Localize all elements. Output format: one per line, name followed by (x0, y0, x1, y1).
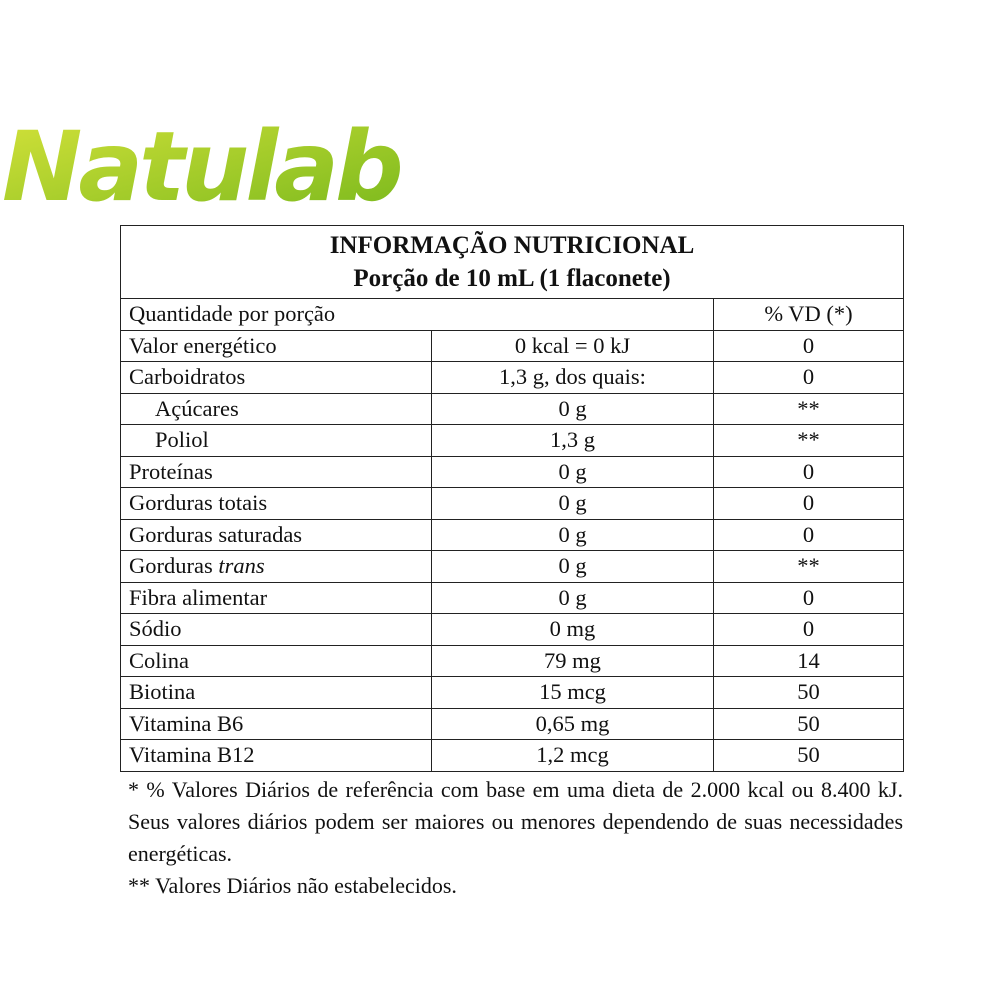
nutrient-name-italic: trans (218, 553, 265, 579)
nutrient-vd: 0 (714, 582, 904, 614)
nutrient-name: Carboidratos (121, 362, 432, 394)
nutrient-amount: 0 g (432, 582, 714, 614)
nutrient-amount: 0 mg (432, 614, 714, 646)
table-title-row (121, 226, 904, 299)
table-row (121, 488, 904, 520)
nutrient-vd: ** (714, 425, 904, 457)
nutrient-amount: 0 g (432, 551, 714, 583)
nutrient-amount: 1,3 g, dos quais: (432, 362, 714, 394)
table-row (121, 330, 904, 362)
table-row (121, 614, 904, 646)
table-row (121, 519, 904, 551)
nutrient-amount: 0 g (432, 456, 714, 488)
nutrient-name: Poliol (121, 425, 432, 457)
nutrient-amount: 0 g (432, 488, 714, 520)
nutrient-name: Colina (121, 645, 432, 677)
not-established-footnote: ** Valores Diários não estabelecidos. (128, 872, 457, 898)
nutrient-name: Gorduras saturadas (121, 519, 432, 551)
nutrient-name: Sódio (121, 614, 432, 646)
nutrient-vd: 50 (714, 708, 904, 740)
table-row (121, 740, 904, 772)
nutrient-amount: 1,3 g (432, 425, 714, 457)
table-row (121, 551, 904, 583)
table-title (121, 226, 904, 299)
nutrient-vd: 50 (714, 740, 904, 772)
nutrient-name: Gorduras trans (121, 551, 432, 583)
nutrition-panel (120, 225, 903, 902)
table-row (121, 582, 904, 614)
nutrient-name: Vitamina B12 (121, 740, 432, 772)
vd-header: % VD (*) (714, 299, 904, 331)
header-row (121, 299, 904, 331)
nutrient-vd: 0 (714, 330, 904, 362)
serving-size: Porção de 10 mL (1 flaconete) (353, 265, 671, 292)
nutrient-vd: 50 (714, 677, 904, 709)
nutrient-name: Vitamina B6 (121, 708, 432, 740)
nutrient-vd: 0 (714, 456, 904, 488)
nutrient-vd: 0 (714, 362, 904, 394)
table-row (121, 677, 904, 709)
nutrient-vd: 0 (714, 488, 904, 520)
nutrient-rows (121, 330, 904, 771)
nutrient-name: Valor energético (121, 330, 432, 362)
nutrient-name: Açúcares (121, 393, 432, 425)
table-row (121, 393, 904, 425)
nutrient-name: Fibra alimentar (121, 582, 432, 614)
nutrient-name: Proteínas (121, 456, 432, 488)
svg-text:Natulab: Natulab (2, 111, 400, 223)
nutrient-name: Gorduras totais (121, 488, 432, 520)
table-row (121, 362, 904, 394)
footnotes (120, 774, 903, 902)
natulab-logo (0, 108, 400, 228)
nutrient-vd: 0 (714, 519, 904, 551)
nutrient-name: Biotina (121, 677, 432, 709)
vd-footnote: * % Valores Diários de referência com base em uma dieta de 2.000 kcal ou 8.400 kJ. Seus valores diários podem ser maiores ou menores dependendo de suas necessidades energéticas. (128, 776, 903, 866)
nutrient-vd: 14 (714, 645, 904, 677)
nutrient-amount: 0 g (432, 393, 714, 425)
nutrient-amount: 0,65 mg (432, 708, 714, 740)
nutrient-vd: ** (714, 393, 904, 425)
table-row (121, 456, 904, 488)
natulab-logo-mark (0, 108, 400, 228)
table-heading: INFORMAÇÃO NUTRICIONAL (329, 232, 695, 259)
nutrition-table (120, 225, 904, 772)
nutrient-amount: 1,2 mcg (432, 740, 714, 772)
nutrient-amount: 15 mcg (432, 677, 714, 709)
nutrient-vd: ** (714, 551, 904, 583)
nutrient-vd: 0 (714, 614, 904, 646)
nutrient-amount: 0 g (432, 519, 714, 551)
table-row (121, 645, 904, 677)
nutrient-amount: 0 kcal = 0 kJ (432, 330, 714, 362)
quantity-header: Quantidade por porção (121, 299, 714, 331)
table-row (121, 425, 904, 457)
table-row (121, 708, 904, 740)
nutrient-amount: 79 mg (432, 645, 714, 677)
